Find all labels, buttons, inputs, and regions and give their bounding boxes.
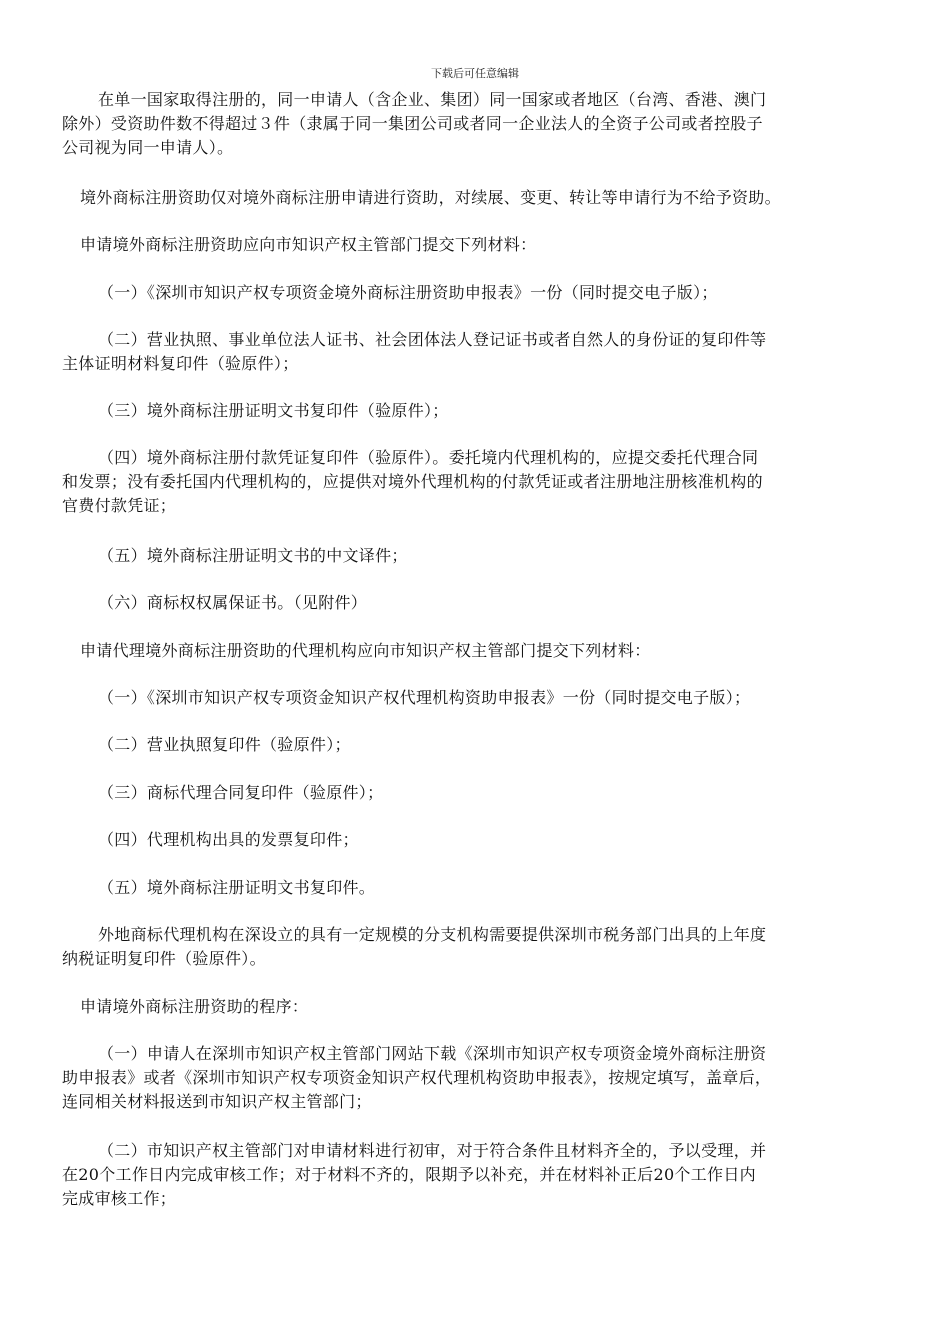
paragraph-14-line-1: （四）代理机构出具的发票复印件； xyxy=(98,830,359,849)
paragraph-2-line-1: 境外商标注册资助仅对境外商标注册申请进行资助，对续展、变更、转让等申请行为不给予资助。 xyxy=(80,188,781,207)
paragraph-18-line-3: 连同相关材料报送到市知识产权主管部门； xyxy=(62,1092,372,1111)
paragraph-1-line-3: 公司视为同一申请人）。 xyxy=(62,138,234,157)
paragraph-13-line-1: （三）商标代理合同复印件（验原件）； xyxy=(98,783,384,802)
paragraph-19-line-2: 在20个工作日内完成审核工作；对于材料不齐的，限期予以补充，并在材料补正后20个工作日内 xyxy=(62,1165,756,1184)
paragraph-7-line-1: （四）境外商标注册付款凭证复印件（验原件）。委托境内代理机构的，应提交委托代理合同 xyxy=(98,448,759,467)
paragraph-16-line-2: 纳税证明复印件（验原件）。 xyxy=(62,949,266,968)
paragraph-18-line-2: 助申报表》或者《深圳市知识产权专项资金知识产权代理机构资助申报表》，按规定填写，盖章后， xyxy=(62,1068,772,1087)
paragraph-6-line-1: （三）境外商标注册证明文书复印件（验原件）； xyxy=(98,401,449,420)
paragraph-8-line-1: （五）境外商标注册证明文书的中文译件； xyxy=(98,546,408,565)
paragraph-18-line-1: （一）申请人在深圳市知识产权主管部门网站下载《深圳市知识产权专项资金境外商标注册资 xyxy=(98,1044,767,1063)
paragraph-7-line-3: 官费付款凭证； xyxy=(62,496,177,515)
paragraph-17-line-1: 申请境外商标注册资助的程序： xyxy=(80,997,309,1016)
paragraph-16-line-1: 外地商标代理机构在深设立的具有一定规模的分支机构需要提供深圳市税务部门出具的上年度 xyxy=(98,925,767,944)
paragraph-4-line-1: （一）《深圳市知识产权专项资金境外商标注册资助申报表》一份（同时提交电子版）； xyxy=(98,283,718,302)
paragraph-19-line-1: （二）市知识产权主管部门对申请材料进行初审，对于符合条件且材料齐全的，予以受理，并 xyxy=(98,1141,767,1160)
paragraph-19-line-3: 完成审核工作； xyxy=(62,1189,177,1208)
paragraph-9-line-1: （六）商标权权属保证书。（见附件） xyxy=(98,593,368,612)
paragraph-3-line-1: 申请境外商标注册资助应向市知识产权主管部门提交下列材料： xyxy=(80,235,537,254)
paragraph-5-line-2: 主体证明材料复印件（验原件）； xyxy=(62,354,299,373)
paragraph-12-line-1: （二）营业执照复印件（验原件）； xyxy=(98,735,351,754)
paragraph-11-line-1: （一）《深圳市知识产权专项资金知识产权代理机构资助申报表》一份（同时提交电子版）； xyxy=(98,688,751,707)
paragraph-1-line-2: 除外）受资助件数不得超过３件（隶属于同一集团公司或者同一企业法人的全资子公司或者控股子 xyxy=(62,114,763,133)
paragraph-10-line-1: 申请代理境外商标注册资助的代理机构应向市知识产权主管部门提交下列材料： xyxy=(80,641,651,660)
page-header: 下载后可任意编辑 xyxy=(431,67,519,80)
paragraph-1-line-1: 在单一国家取得注册的，同一申请人（含企业、集团）同一国家或者地区（台湾、香港、澳门 xyxy=(98,90,767,109)
paragraph-5-line-1: （二）营业执照、事业单位法人证书、社会团体法人登记证书或者自然人的身份证的复印件等 xyxy=(98,330,767,349)
paragraph-15-line-1: （五）境外商标注册证明文书复印件。 xyxy=(98,878,376,897)
paragraph-7-line-2: 和发票；没有委托国内代理机构的，应提供对境外代理机构的付款凭证或者注册地注册核准机构的 xyxy=(62,472,763,491)
